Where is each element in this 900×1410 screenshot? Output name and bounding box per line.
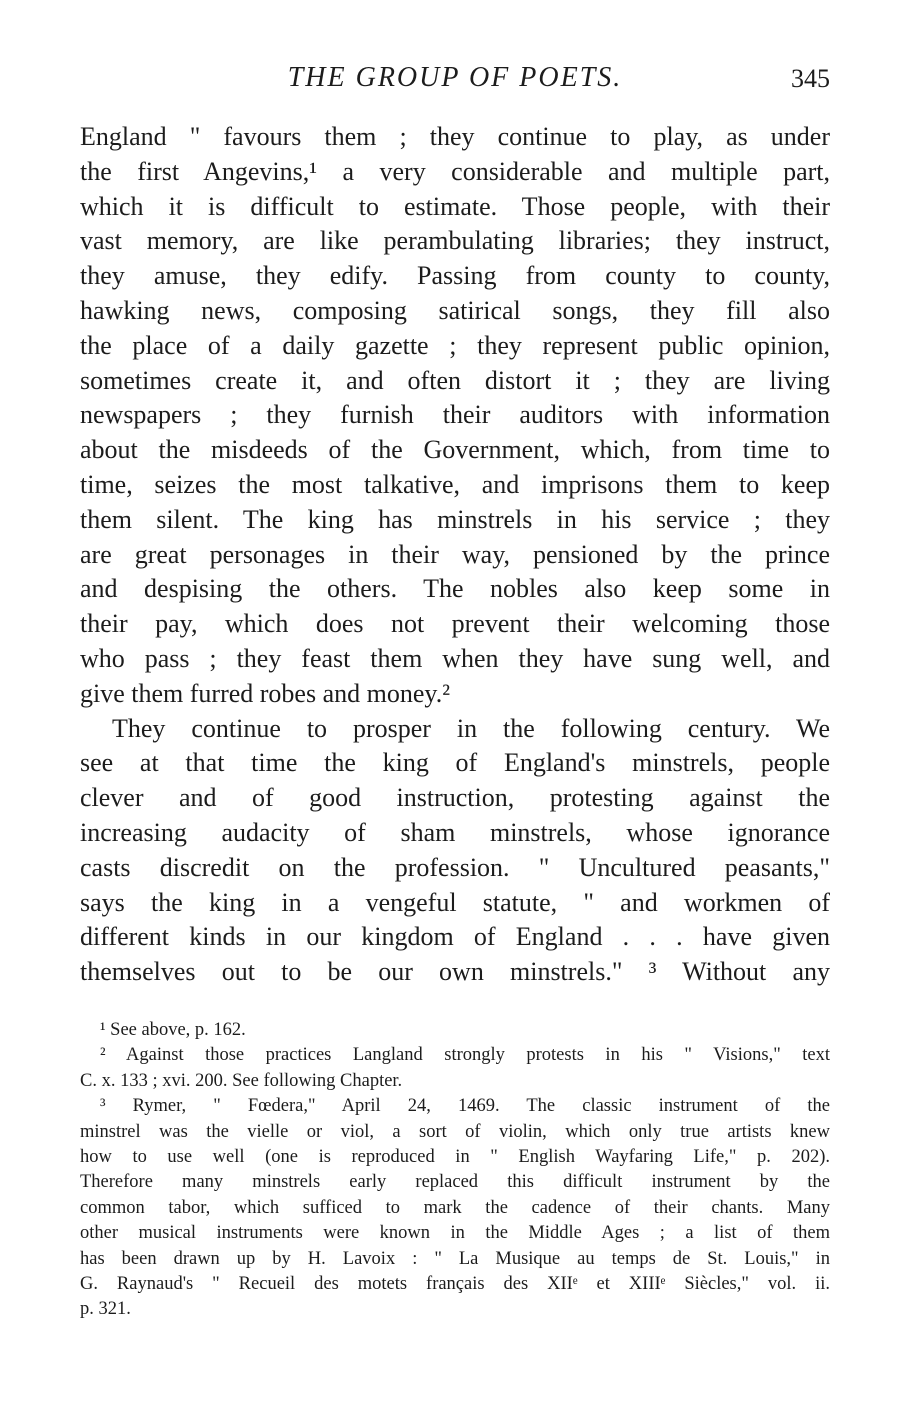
running-title: THE GROUP OF POETS. (287, 62, 623, 93)
text-line: casts discredit on the profession. " Uncultured peasants," (80, 852, 830, 882)
page-header (80, 62, 830, 102)
text-line: see at that time the king of England's minstrels, people (80, 748, 830, 778)
footnote-line: how to use well (one is reproduced in " English Wayfaring Life," p. 202). (80, 1146, 830, 1167)
footnote-line: C. x. 133 ; xvi. 200. See following Chapter. (80, 1070, 403, 1091)
text-line: hawking news, composing satirical songs, they fill also (80, 295, 830, 325)
text-line: them silent. The king has minstrels in his service ; they (80, 504, 830, 534)
text-line: give them furred robes and money.² (80, 678, 450, 708)
text-line: increasing audacity of sham minstrels, whose ignorance (80, 817, 830, 847)
footnote-line: ¹ See above, p. 162. (100, 1020, 246, 1040)
text-line: different kinds in our kingdom of England . . . have given (80, 922, 830, 952)
text-line: sometimes create it, and often distort it ; they are living (80, 365, 830, 395)
text-line: vast memory, are like perambulating libraries; they instruct, (80, 226, 830, 256)
text-line: are great personages in their way, pensioned by the prince (80, 539, 830, 569)
text-line: the first Angevins,¹ a very considerable and multiple part, (80, 156, 830, 186)
footnote-line: minstrel was the vielle or viol, a sort of violin, which only true artists knew (80, 1121, 830, 1142)
text-line: newspapers ; they furnish their auditors with information (80, 400, 830, 430)
footnote-line: Therefore many minstrels early replaced this difficult instrument by the (80, 1172, 830, 1193)
footnote-line: ³ Rymer, " Fœdera," April 24, 1469. The classic instrument of the (100, 1096, 830, 1117)
footnote-line: other musical instruments were known in the Middle Ages ; a list of them (80, 1223, 830, 1244)
text-line: themselves out to be our own minstrels." ³ Without any (80, 957, 830, 987)
text-line: and despising the others. The nobles also keep some in (80, 574, 830, 604)
text-line: they amuse, they edify. Passing from county to county, (80, 261, 830, 291)
footnote-line: p. 321. (80, 1299, 131, 1320)
footnote-line: has been drawn up by H. Lavoix : " La Musique au temps de St. Louis," in (80, 1248, 830, 1269)
text-line: says the king in a vengeful statute, " and workmen of (80, 887, 830, 917)
text-line: about the misdeeds of the Government, which, from time to (80, 435, 830, 465)
text-line: their pay, which does not prevent their welcoming those (80, 609, 830, 639)
body-text (80, 120, 830, 990)
page-number: 345 (791, 64, 830, 93)
text-line: time, seizes the most talkative, and imprisons them to keep (80, 469, 830, 499)
footnote-line: common tabor, which sufficed to mark the cadence of their chants. Many (80, 1197, 830, 1218)
text-line: clever and of good instruction, protesting against the (80, 783, 830, 813)
text-line: who pass ; they feast them when they have sung well, and (80, 643, 830, 673)
text-line: the place of a daily gazette ; they represent public opinion, (80, 330, 830, 360)
text-line: England " favours them ; they continue to play, as under (80, 122, 830, 151)
footnote-line: ² Against those practices Langland strongly protests in his " Visions," text (100, 1045, 830, 1066)
text-line: which it is difficult to estimate. Those people, with their (80, 191, 830, 221)
text-line: They continue to prosper in the following century. We (112, 713, 830, 743)
footnote-line: G. Raynaud's " Recueil des motets français des XIIᵉ et XIIIᵉ Siècles," vol. ii. (80, 1273, 830, 1294)
footnotes (80, 1018, 830, 1323)
